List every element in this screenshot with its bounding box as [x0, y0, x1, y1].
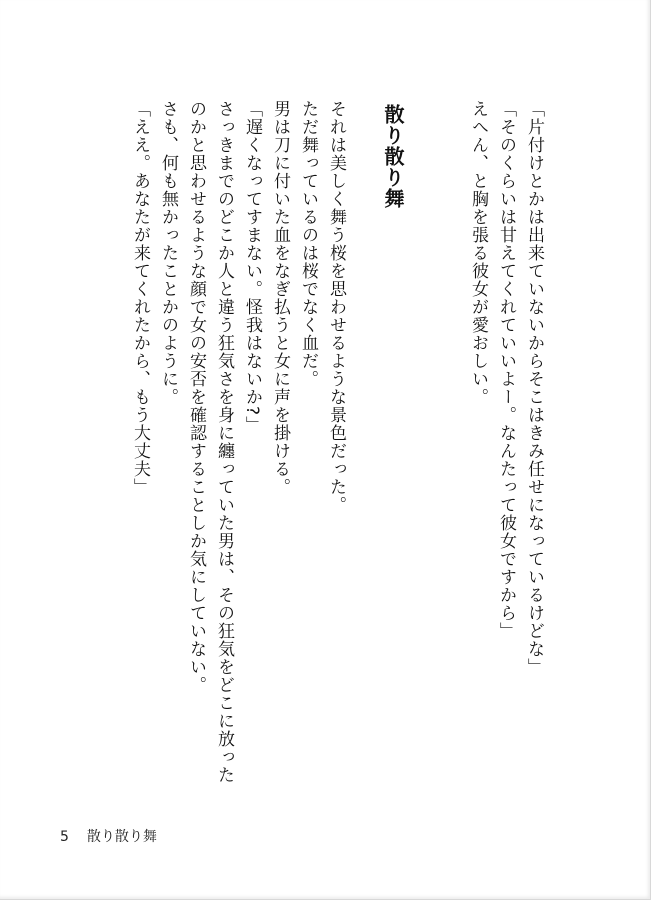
text-line: 「片付けとかは出来ていないからそこはきみ任せになっているけどな」 [524, 100, 544, 676]
text-line: さっきまでのどこか人と違う狂気さを身に纏っていた男は、その狂気をどこに放った [214, 100, 234, 784]
text-line: 「遅くなってすまない。怪我はないか?」 [242, 100, 262, 435]
text-line: ただ舞っているのは桜でなく血だ。 [298, 100, 318, 388]
text-line: 男は刀に付いた血をなぎ払うと女に声を掛ける。 [270, 100, 290, 496]
footer-chapter-title: 散り散り舞 [86, 829, 157, 845]
page-number: 5 [60, 829, 69, 845]
chapter-heading: 散り散り舞 [381, 104, 405, 209]
page-footer [60, 826, 157, 846]
text-line: それは美しく舞う桜を思わせるような景色だった。 [326, 100, 346, 514]
text-line: のかと思わせるような顔で女の安否を確認することしか気にしていない。 [186, 100, 206, 694]
text-line: 「ええ。あなたが来てくれたから、もう大丈夫」 [130, 100, 150, 496]
section-gap [436, 100, 464, 800]
text-line: さも、何も無かったことかのように。 [158, 100, 178, 406]
text-line: えへん、と胸を張る彼女が愛おしい。 [468, 100, 488, 406]
text-line: 「そのくらいは甘えてくれていいよー。なんたって彼女ですから」 [496, 100, 516, 640]
section-gap [408, 100, 436, 800]
vertical-text-body [118, 100, 548, 800]
